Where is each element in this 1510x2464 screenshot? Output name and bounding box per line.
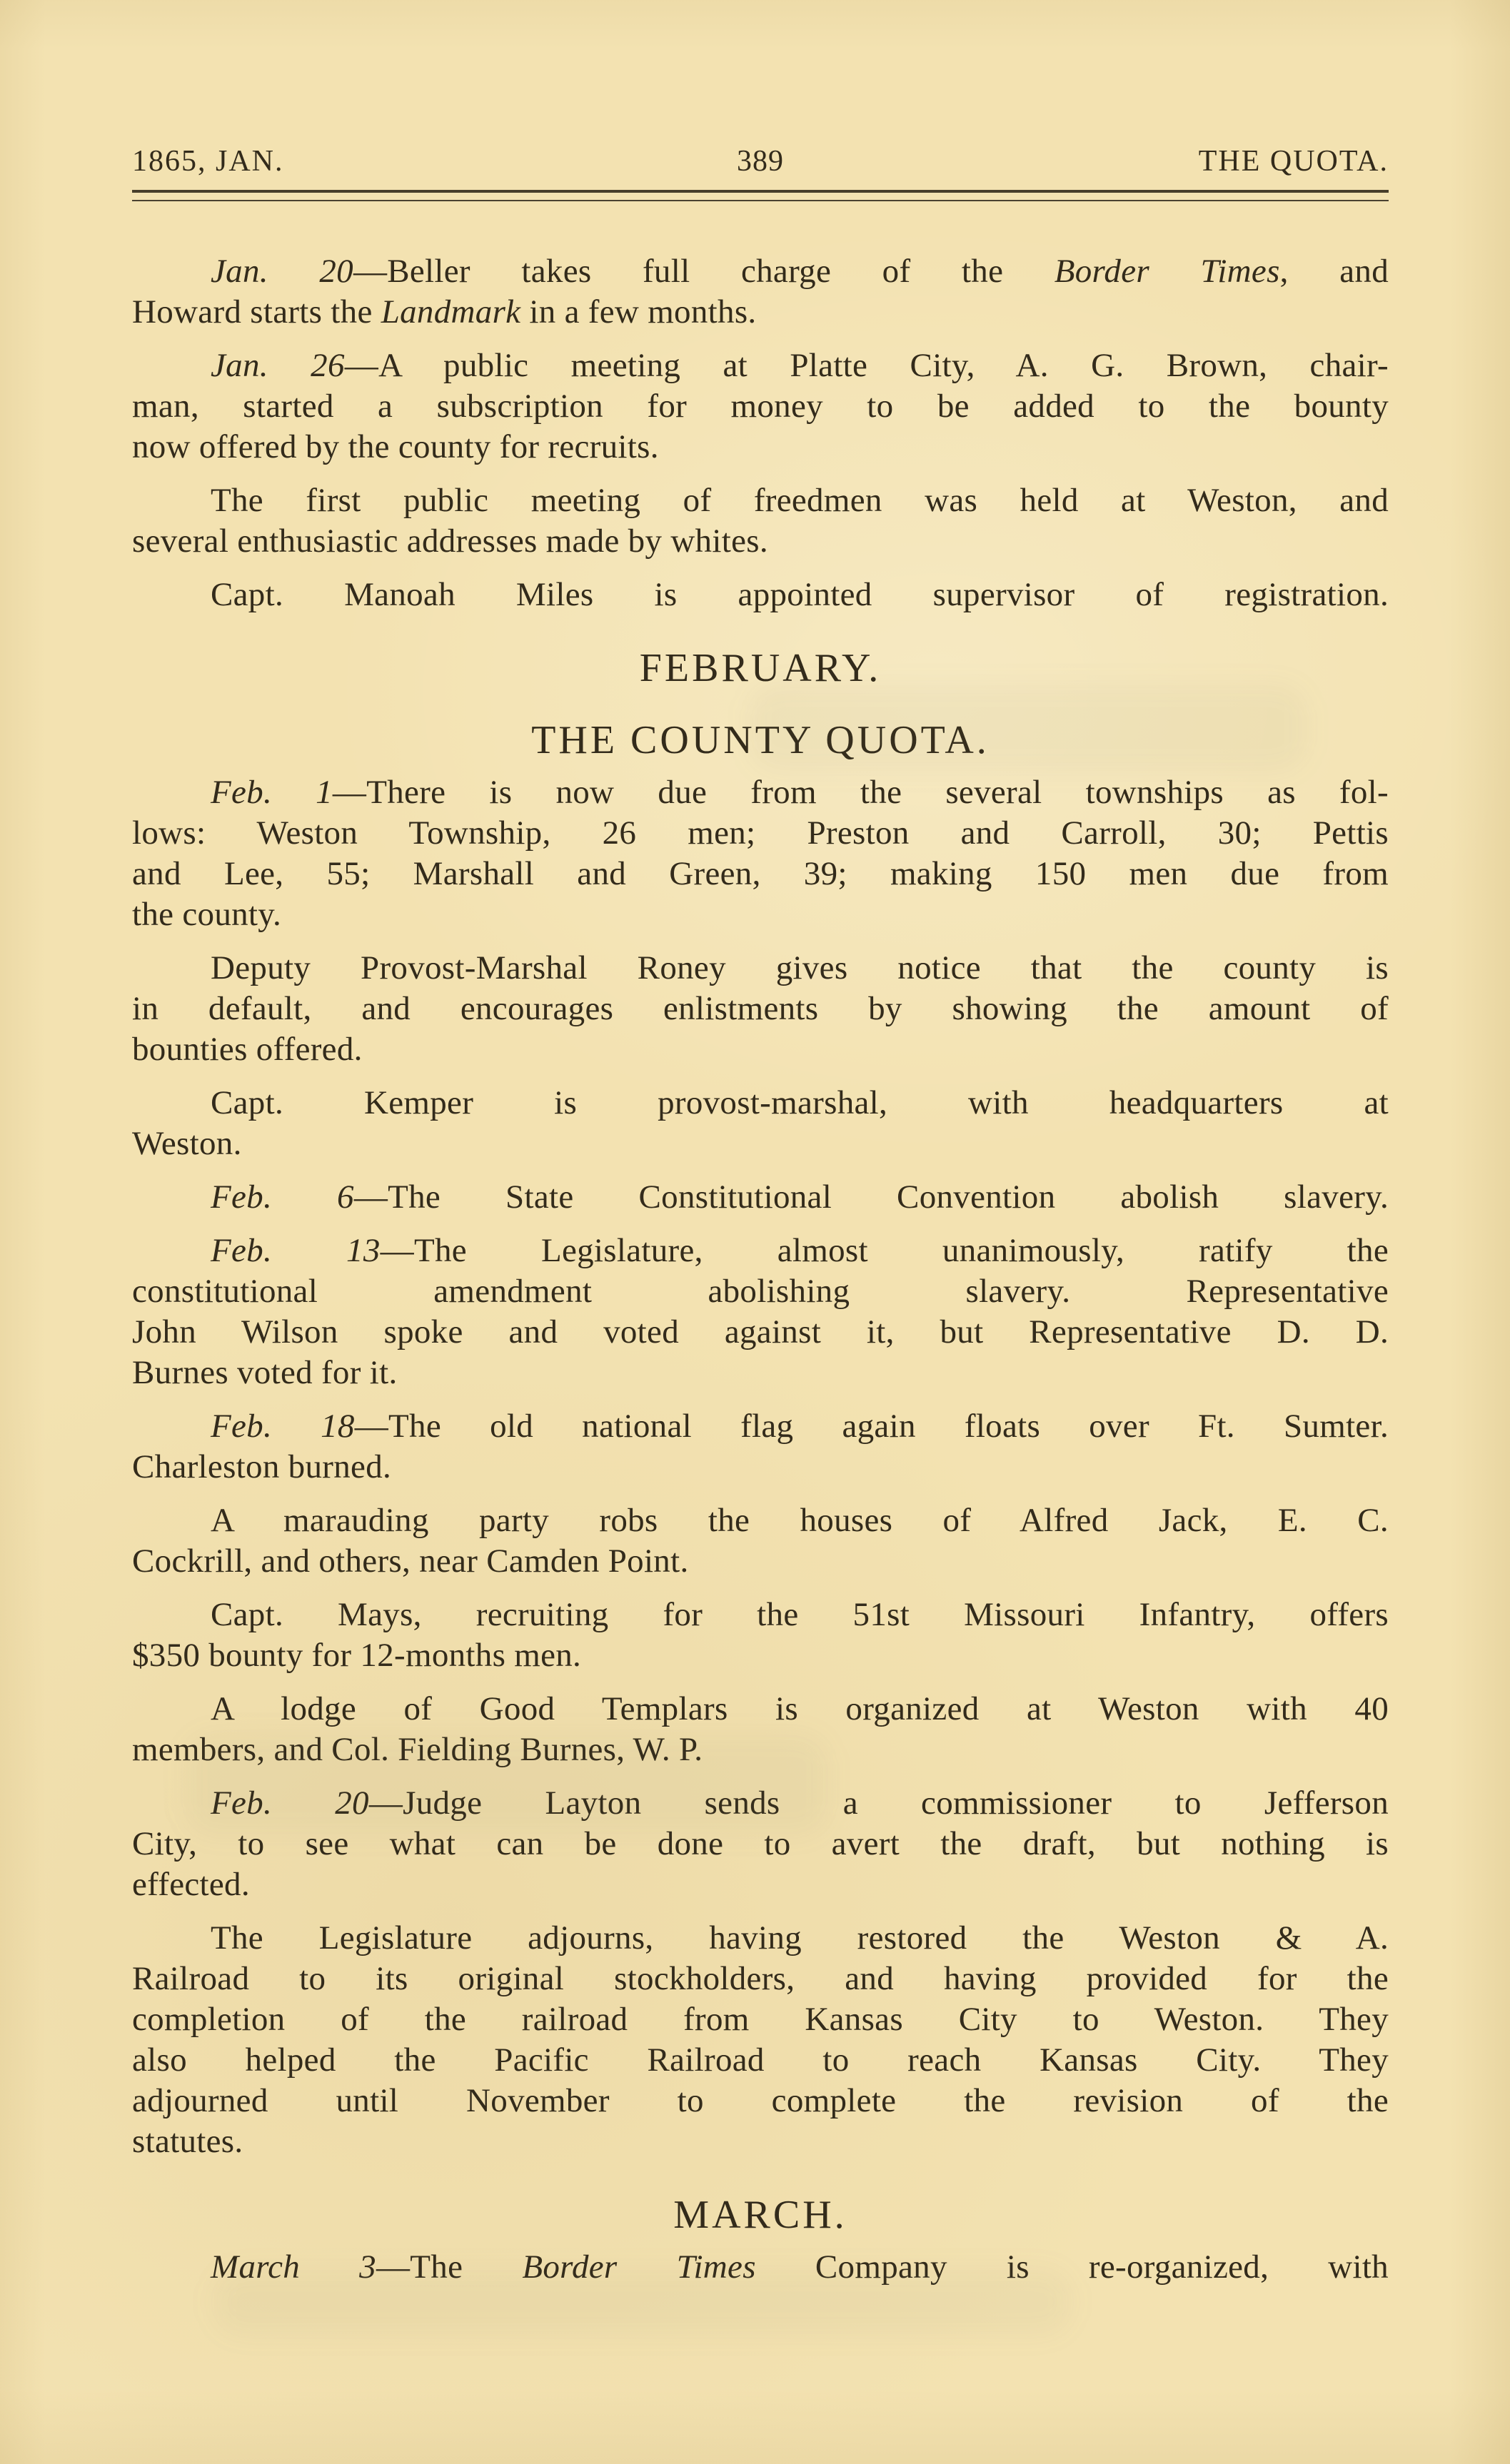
text-line: lows: Weston Township, 26 men; Preston and Carroll, 30; Pettis	[132, 814, 1389, 852]
text-line: adjourned until November to complete the revision of the	[132, 2082, 1389, 2119]
text-line: constitutional amendment abolishing slavery. Representative	[132, 1273, 1389, 1310]
page-number: 389	[737, 145, 784, 178]
paragraph	[132, 1595, 1389, 1676]
text-line: and Lee, 55; Marshall and Green, 39; making 150 men due from	[132, 855, 1389, 892]
text-line: Feb. 6—The State Constitutional Convention abolish slavery.	[211, 1178, 1389, 1216]
section-heading: FEBRUARY.	[639, 646, 882, 690]
paragraph	[132, 1783, 1389, 1905]
text-line: A lodge of Good Templars is organized at Weston with 40	[211, 1690, 1389, 1727]
text-line: Feb. 20—Judge Layton sends a commissioner to Jefferson	[211, 1784, 1389, 1822]
text-line: Weston.	[132, 1125, 242, 1162]
text-line: Burnes voted for it.	[132, 1354, 398, 1391]
text-line: $350 bounty for 12-months men.	[132, 1637, 582, 1674]
text-line: statutes.	[132, 2123, 243, 2160]
text-line: Cockrill, and others, near Camden Point.	[132, 1542, 689, 1580]
paragraph	[132, 1231, 1389, 1393]
text-line: City, to see what can be done to avert the draft, but nothing is	[132, 1825, 1389, 1862]
text-line: Railroad to its original stockholders, and having provided for the	[132, 1960, 1389, 1997]
text-line: March 3—The Border Times Company is re-organized, with	[211, 2248, 1389, 2286]
text-line: Capt. Kemper is provost-marshal, with headquarters at	[211, 1084, 1389, 1121]
paragraph	[132, 575, 1389, 615]
paragraph	[132, 1500, 1389, 1582]
header-date: 1865, JAN.	[132, 145, 284, 178]
paragraph	[132, 1689, 1389, 1770]
section-heading: MARCH.	[673, 2193, 847, 2237]
paragraph	[132, 251, 1389, 333]
text-line: Capt. Mays, recruiting for the 51st Missouri Infantry, offers	[211, 1596, 1389, 1633]
text-line: The Legislature adjourns, having restored the Weston & A.	[211, 1919, 1389, 1956]
text-line: in default, and encourages enlistments by showing the amount of	[132, 990, 1389, 1027]
page-body	[132, 251, 1389, 2288]
text-line: Feb. 13—The Legislature, almost unanimously, ratify the	[211, 1232, 1389, 1269]
paragraph	[132, 1406, 1389, 1488]
text-line: members, and Col. Fielding Burnes, W. P.	[132, 1731, 703, 1768]
text-line: completion of the railroad from Kansas City to Weston. They	[132, 2001, 1389, 2038]
paragraph	[132, 345, 1389, 468]
text-line: John Wilson spoke and voted against it, but Representative D. D.	[132, 1313, 1389, 1350]
section-heading: THE COUNTY QUOTA.	[531, 718, 990, 762]
text-line: the county.	[132, 896, 282, 933]
text-line: Jan. 26—A public meeting at Platte City, A. G. Brown, chair-	[211, 347, 1389, 384]
text-line: several enthusiastic addresses made by whites.	[132, 522, 768, 560]
paragraph	[132, 1177, 1389, 1218]
paragraph	[132, 480, 1389, 562]
text-line: Deputy Provost-Marshal Roney gives notice that the county is	[211, 949, 1389, 986]
text-line: A marauding party robs the houses of Alfred Jack, E. C.	[211, 1502, 1389, 1539]
text-line: effected.	[132, 1866, 250, 1903]
text-line: Feb. 18—The old national flag again floats over Ft. Sumter.	[211, 1408, 1389, 1445]
text-line: Charleston burned.	[132, 1448, 392, 1485]
text-line: Jan. 20—Beller takes full charge of the Border Times, and	[211, 253, 1389, 290]
text-line: Capt. Manoah Miles is appointed supervisor of registration.	[211, 576, 1389, 613]
text-line: bounties offered.	[132, 1031, 363, 1068]
text-line: man, started a subscription for money to be added to the bounty	[132, 388, 1389, 425]
paragraph	[132, 772, 1389, 935]
text-line: also helped the Pacific Railroad to reach Kansas City. They	[132, 2041, 1389, 2079]
header-divider-rule	[132, 190, 1389, 201]
paragraph	[132, 1083, 1389, 1164]
paragraph	[132, 948, 1389, 1070]
text-line: Howard starts the Landmark in a few months.	[132, 293, 757, 330]
paragraph	[132, 2247, 1389, 2288]
header-title: THE QUOTA.	[1198, 145, 1389, 178]
text-line: The first public meeting of freedmen was held at Weston, and	[211, 482, 1389, 519]
text-line: Feb. 1—There is now due from the several townships as fol-	[211, 774, 1389, 811]
running-header	[132, 143, 1389, 180]
text-line: now offered by the county for recruits.	[132, 428, 659, 465]
paragraph	[132, 1918, 1389, 2162]
